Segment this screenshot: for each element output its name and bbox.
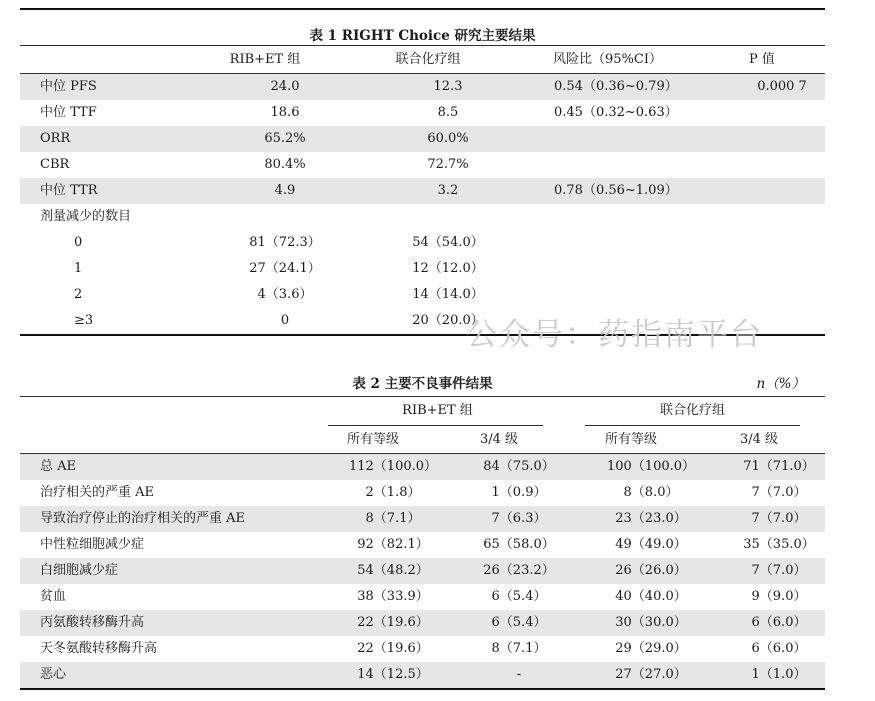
table1-row — [20, 126, 825, 152]
table2-cell: 27（27.0） — [615, 667, 687, 682]
table2-cell: 40（40.0） — [615, 589, 687, 604]
table1-cell — [742, 230, 822, 256]
table1-cell: 12（12.0） — [412, 261, 484, 276]
table2-cell: 26（26.0） — [615, 563, 687, 578]
table2-cell: 23（23.0） — [615, 511, 687, 526]
table1-cell — [742, 100, 822, 126]
table2-cell: 14（12.5） — [357, 667, 429, 682]
table2-row — [20, 636, 825, 662]
table1-caption: 表 1 RIGHT Choice 研究主要结果 — [309, 28, 536, 44]
table2-row-label: 导致治疗停止的治疗相关的严重 AE — [40, 511, 246, 526]
table1-top-rule — [20, 8, 825, 10]
table1-cell — [742, 178, 822, 204]
table1-row-label: 2 — [74, 287, 83, 302]
table2-bottom-rule — [20, 688, 825, 690]
table2-cell: 7（6.3） — [491, 511, 547, 526]
table2-row — [20, 610, 825, 636]
table1-cell — [554, 204, 694, 230]
table1-row — [20, 230, 825, 256]
table2-sub-all-b: 所有等级 — [604, 432, 657, 447]
table1-row-label: CBR — [40, 157, 70, 172]
table2-row — [20, 584, 825, 610]
table2-cell: 8（8.0） — [623, 485, 679, 500]
table2-sub-34-b: 3/4 级 — [739, 432, 779, 447]
table2-cell: 8（7.1） — [491, 641, 547, 656]
table2-row — [20, 532, 825, 558]
table2-caption: 表 2 主要不良事件结果 — [352, 376, 493, 392]
table2-row-label: 恶心 — [40, 667, 67, 682]
table1-row — [20, 100, 825, 126]
table2-cell: 71（71.0） — [743, 459, 815, 474]
table2-cell: 92（82.1） — [357, 537, 429, 552]
table1-header-group-b: 联合化疗组 — [395, 52, 461, 67]
table2-row — [20, 506, 825, 532]
table2-group-b: 联合化疗组 — [659, 403, 725, 418]
table2-cell: - — [516, 667, 522, 682]
table2-cell: 7（7.0） — [751, 563, 807, 578]
table1-cell: 18.6 — [270, 105, 300, 120]
watermark: 公众号：药指南平台 — [466, 317, 763, 353]
table1-row-label: 1 — [74, 261, 83, 276]
table1-cell — [225, 204, 345, 230]
table1-cell: 4.9 — [274, 183, 296, 198]
table1-header-pvalue: P 值 — [749, 52, 775, 67]
table1-cell — [742, 126, 822, 152]
table1-cell: 12.3 — [433, 79, 463, 94]
table1-row — [20, 74, 825, 100]
table1-cell: 60.0% — [427, 131, 469, 146]
table2-unit: n（%） — [756, 376, 805, 392]
table2-cell: 6（5.4） — [491, 589, 547, 604]
table2-cell: 100（100.0） — [606, 459, 696, 474]
table2-cell: 65（58.0） — [483, 537, 555, 552]
table1-cell: 20（20.0） — [412, 313, 484, 328]
table2-cell: 29（29.0） — [615, 641, 687, 656]
table1-cell: 3.2 — [437, 183, 459, 198]
table2-row-label: 天冬氨酸转移酶升高 — [40, 641, 158, 656]
table1-cell: 8.5 — [437, 105, 459, 120]
table2-row-label: 中性粒细胞减少症 — [40, 537, 145, 552]
table1-caption-rule — [20, 45, 825, 46]
table2-sub-all-a: 所有等级 — [346, 432, 399, 447]
table1-header-hr: 风险比（95%CI） — [553, 52, 662, 67]
table1-cell — [554, 282, 694, 308]
table1-cell — [742, 256, 822, 282]
table1-cell — [742, 282, 822, 308]
table2-cell: 22（19.6） — [357, 641, 429, 656]
table1-cell: 14（14.0） — [412, 287, 484, 302]
table1-cell: 0.000 7 — [757, 79, 807, 94]
table1-row — [20, 178, 825, 204]
table2-row — [20, 558, 825, 584]
table2-cell: 1（1.0） — [751, 667, 807, 682]
table2-cell: 35（35.0） — [743, 537, 815, 552]
table2-cell: 7（7.0） — [751, 485, 807, 500]
table1-row — [20, 152, 825, 178]
table1-row-label: 0 — [74, 235, 83, 250]
table1-cell: 4（3.6） — [257, 287, 313, 302]
table2-cell: 26（23.2） — [483, 563, 555, 578]
table2-cell: 9（9.0） — [751, 589, 807, 604]
table1-cell: 72.7% — [427, 157, 469, 172]
table2-row-label: 白细胞减少症 — [40, 563, 119, 578]
table2-cell: 1（0.9） — [491, 485, 547, 500]
table2-cell: 6（6.0） — [751, 615, 807, 630]
table2-caption-rule — [20, 396, 825, 397]
table1-cell — [742, 204, 822, 230]
table1-cell: 81（72.3） — [249, 235, 321, 250]
table1-row — [20, 282, 825, 308]
table1-cell: 0.78（0.56~1.09） — [554, 183, 678, 198]
table1-cell: 0 — [280, 313, 290, 328]
table1-row-label: 中位 TTF — [40, 105, 97, 120]
table1-row-label: 中位 PFS — [40, 79, 97, 94]
table2-group-b-rule — [585, 425, 800, 426]
table1-cell: 65.2% — [264, 131, 306, 146]
table2-row-label: 丙氨酸转移酶升高 — [40, 615, 145, 630]
table1-cell — [742, 152, 822, 178]
table2-cell: 54（48.2） — [357, 563, 429, 578]
table1-row-label: 剂量减少的数目 — [40, 209, 132, 224]
table2-group-a: RIB+ET 组 — [402, 403, 473, 418]
table2-row — [20, 480, 825, 506]
table2-cell: 112（100.0） — [348, 459, 438, 474]
table1-cell — [554, 230, 694, 256]
table2-row-label: 治疗相关的严重 AE — [40, 485, 155, 500]
table2-cell: 2（1.8） — [365, 485, 421, 500]
table2-cell: 38（33.9） — [357, 589, 429, 604]
table1-row — [20, 256, 825, 282]
table1-cell: 0.54（0.36~0.79） — [554, 79, 678, 94]
table1-cell: 80.4% — [264, 157, 306, 172]
table1-row-label: ORR — [40, 131, 71, 146]
table1-row — [20, 204, 825, 230]
table1-header-group-a: RIB+ET 组 — [229, 52, 301, 67]
table1-cell: 27（24.1） — [249, 261, 321, 276]
table2-cell: 6（5.4） — [491, 615, 547, 630]
table1-cell — [554, 256, 694, 282]
table2-cell: 84（75.0） — [483, 459, 555, 474]
table1-cell: 54（54.0） — [412, 235, 484, 250]
table1-cell — [554, 152, 694, 178]
table1-row-label: 中位 TTR — [40, 183, 98, 198]
table2-cell: 8（7.1） — [365, 511, 421, 526]
table1-cell: 24.0 — [270, 79, 300, 94]
table2-cell: 49（49.0） — [615, 537, 687, 552]
table2-row-label: 总 AE — [40, 459, 77, 474]
table1-row-label: ≥3 — [74, 313, 94, 328]
table2-cell: 6（6.0） — [751, 641, 807, 656]
table2-cell: 22（19.6） — [357, 615, 429, 630]
table2-group-a-rule — [328, 425, 543, 426]
table2-row — [20, 454, 825, 480]
table1-cell — [554, 126, 694, 152]
table2-cell: 7（7.0） — [751, 511, 807, 526]
table1-cell: 0.45（0.32~0.63） — [554, 105, 678, 120]
table2-row — [20, 662, 825, 688]
table2-row-label: 贫血 — [40, 589, 67, 604]
table2-sub-34-a: 3/4 级 — [479, 432, 519, 447]
table1-cell — [388, 204, 508, 230]
table2-cell: 30（30.0） — [615, 615, 687, 630]
